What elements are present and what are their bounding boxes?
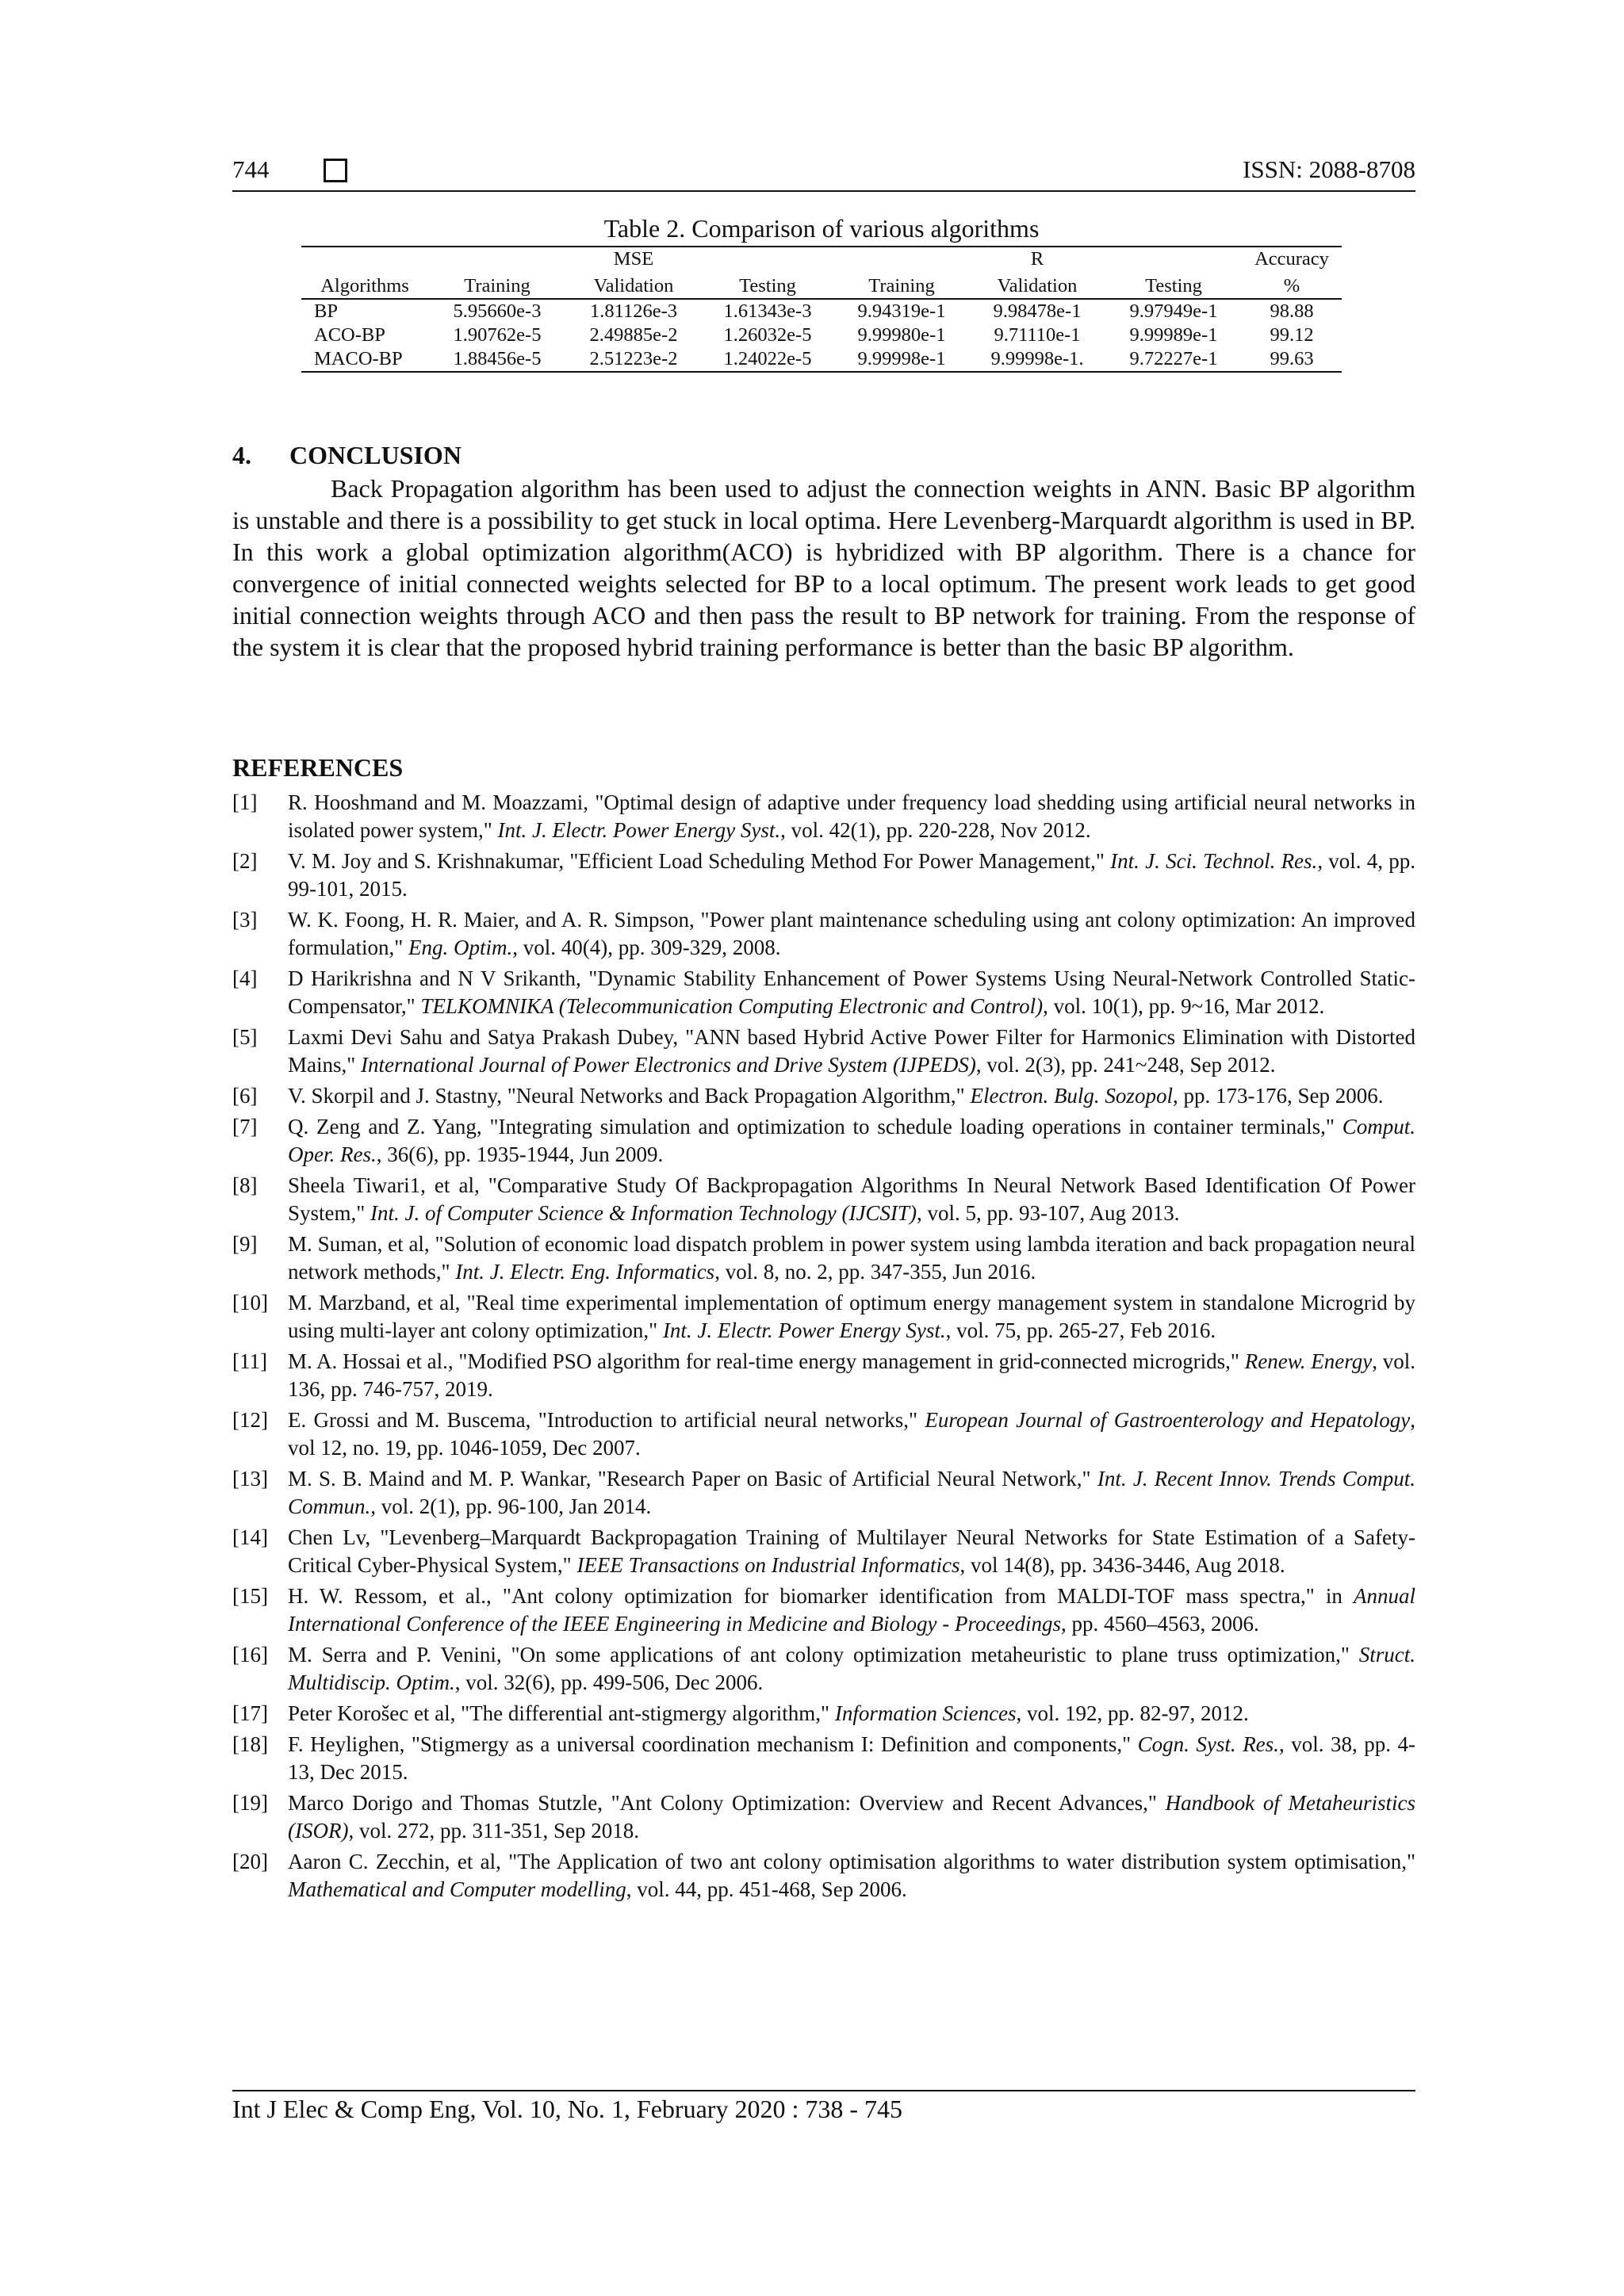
- reference-text: V. Skorpil and J. Stastny, "Neural Networks and Back Propagation Algorithm,": [288, 1084, 965, 1108]
- reference-text: W. K. Foong, H. R. Maier, and A. R. Simpson, "Power plant maintenance scheduling using ant colony optimization: An improved formulation,": [288, 908, 1415, 959]
- table-cell: MACO-BP: [301, 347, 428, 372]
- reference-details: , vol. 42(1), pp. 220-228, Nov 2012.: [780, 818, 1091, 842]
- reference-number: [20]: [232, 1850, 268, 1873]
- column-header: Validation: [566, 271, 701, 299]
- table-cell: 2.51223e-2: [566, 347, 701, 372]
- reference-text: M. Suman, et al, "Solution of economic load dispatch problem in power system using lambda iteration and back propagation neural network methods,": [288, 1232, 1415, 1284]
- reference-text: M. A. Hossai et al., "Modified PSO algorithm for real-time energy management in grid-connected microgrids,": [288, 1349, 1239, 1373]
- reference-item: [232, 1082, 1415, 1110]
- table-cell: 9.72227e-1: [1105, 347, 1242, 372]
- table-cell: 9.99998e-1: [834, 347, 969, 372]
- reference-details: , vol. 32(6), pp. 499-506, Dec 2006.: [454, 1670, 764, 1694]
- reference-item: [232, 848, 1415, 903]
- reference-text: E. Grossi and M. Buscema, "Introduction to artificial neural networks,": [288, 1408, 918, 1432]
- reference-journal: Electron. Bulg. Sozopol: [970, 1084, 1173, 1108]
- header-rule: [232, 190, 1415, 192]
- reference-details: , vol. 40(4), pp. 309-329, 2008.: [512, 936, 781, 959]
- table-cell: 1.88456e-5: [428, 347, 566, 372]
- reference-journal: Int. J. of Computer Science & Information Technology (IJCSIT): [370, 1201, 917, 1225]
- reference-journal: Int. J. Sci. Technol. Res.: [1110, 849, 1318, 873]
- reference-item: [232, 1113, 1415, 1169]
- square-bullet-icon: [324, 159, 347, 182]
- reference-item: [232, 1289, 1415, 1345]
- reference-item: [232, 1172, 1415, 1227]
- table-group-header-row: [301, 247, 1342, 271]
- reference-journal: IEEE Transactions on Industrial Informatics: [576, 1553, 960, 1577]
- conclusion-text: Back Propagation algorithm has been used to adjust the connection weights in ANN. Basic BP algorithm is unstable and there is a possibility to get stuck in local optima. Here Levenberg-Marquardt algorithm is used in BP. In this work a global optimization algorithm(ACO) is hybridized with BP algorithm. There is a chance for convergence of initial connected weights selected for BP to a local optimum. The present work leads to get good initial connection weights through ACO and then pass the result to BP network for training. From the response of the system it is clear that the proposed hybrid training performance is better than the basic BP algorithm.: [232, 474, 1415, 661]
- reference-details: , vol. 44, pp. 451-468, Sep 2006.: [626, 1877, 907, 1901]
- reference-number: [4]: [232, 966, 258, 990]
- table-cell: 9.71110e-1: [994, 324, 1081, 346]
- reference-details: , vol. 38, pp. 4-13, Dec 2015.: [288, 1732, 1415, 1784]
- reference-item: [232, 1406, 1415, 1462]
- reference-text: F. Heylighen, "Stigmergy as a universal coordination mechanism I: Definition and components,": [288, 1732, 1132, 1756]
- reference-journal: Renew. Energy: [1244, 1349, 1373, 1373]
- reference-text: Marco Dorigo and Thomas Stutzle, "Ant Colony Optimization: Overview and Recent Advances,": [288, 1791, 1157, 1815]
- reference-details: , vol 12, no. 19, pp. 1046-1059, Dec 2007.: [288, 1408, 1416, 1460]
- conclusion-paragraph: [232, 473, 1415, 663]
- reference-number: [8]: [232, 1173, 258, 1197]
- reference-number: [15]: [232, 1584, 268, 1608]
- reference-details: , pp. 173-176, Sep 2006.: [1172, 1084, 1384, 1108]
- reference-text: Laxmi Devi Sahu and Satya Prakash Dubey, "ANN based Hybrid Active Power Filter for Harmonics Elimination with Distorted Mains,": [288, 1025, 1415, 1077]
- reference-journal: Int. J. Electr. Power Energy Syst.: [662, 1318, 946, 1342]
- reference-journal: Cogn. Syst. Res.: [1137, 1732, 1279, 1756]
- reference-number: [6]: [232, 1084, 258, 1108]
- footer-rule: [232, 2090, 1415, 2091]
- r-group-header: R: [969, 247, 1105, 271]
- reference-text: H. W. Ressom, et al., "Ant colony optimization for biomarker identification from MALDI-TOF mass spectra," in: [288, 1584, 1342, 1608]
- table-cell: 9.99998e-1.: [969, 347, 1105, 372]
- reference-number: [12]: [232, 1408, 268, 1432]
- reference-text: D Harikrishna and N V Srikanth, "Dynamic Stability Enhancement of Power Systems Using Neural-Network Controlled Static-Compensator,": [288, 966, 1415, 1018]
- column-header: %: [1242, 271, 1342, 299]
- reference-journal: TELKOMNIKA (Telecommunication Computing Electronic and Control): [420, 994, 1044, 1018]
- page-header: [232, 152, 1415, 192]
- conclusion-heading: [232, 441, 462, 470]
- table-cell: 1.90762e-5: [453, 324, 542, 346]
- table-row: [301, 299, 1342, 323]
- reference-journal: Struct. Multidiscip. Optim.: [288, 1643, 1416, 1694]
- reference-text: Aaron C. Zecchin, et al, "The Application of two ant colony optimisation algorithms to water distribution system optimisation,": [288, 1850, 1415, 1873]
- reference-item: [232, 1848, 1415, 1904]
- reference-journal: Int. J. Electr. Power Energy Syst.: [497, 818, 781, 842]
- reference-item: [232, 1348, 1415, 1403]
- reference-journal: Comput. Oper. Res.: [288, 1115, 1415, 1166]
- reference-number: [2]: [232, 849, 258, 873]
- reference-details: , vol. 75, pp. 265-27, Feb 2016.: [945, 1318, 1216, 1342]
- table-cell: 99.63: [1242, 347, 1342, 372]
- reference-text: Sheela Tiwari1, et al, "Comparative Study Of Backpropagation Algorithms In Neural Network Based Identification Of Power System,": [288, 1173, 1415, 1225]
- column-header: Training: [834, 271, 969, 299]
- accuracy-group-header: Accuracy: [1242, 247, 1342, 271]
- reference-item: [232, 1731, 1415, 1786]
- reference-number: [9]: [232, 1232, 258, 1256]
- column-header: Algorithms: [301, 271, 428, 299]
- table-cell: 99.12: [1270, 324, 1314, 346]
- reference-details: , vol. 10(1), pp. 9~16, Mar 2012.: [1043, 994, 1325, 1018]
- table-cell: 1.26032e-5: [723, 324, 812, 346]
- column-header: Validation: [969, 271, 1105, 299]
- reference-journal: Int. J. Recent Innov. Trends Comput. Commun.: [288, 1467, 1415, 1518]
- table-cell: 9.99980e-1: [857, 324, 946, 346]
- reference-journal: Handbook of Metaheuristics (ISOR): [288, 1791, 1415, 1843]
- reference-number: [13]: [232, 1467, 268, 1490]
- reference-number: [14]: [232, 1525, 268, 1549]
- reference-details: , vol. 2(1), pp. 96-100, Jan 2014.: [370, 1494, 652, 1518]
- reference-item: [232, 1641, 1415, 1697]
- reference-details: , vol. 5, pp. 93-107, Aug 2013.: [916, 1201, 1180, 1225]
- column-header: Training: [428, 271, 566, 299]
- reference-journal: Eng. Optim.: [408, 936, 513, 959]
- reference-journal: Information Sciences: [834, 1701, 1017, 1725]
- reference-number: [16]: [232, 1643, 268, 1667]
- reference-number: [5]: [232, 1025, 258, 1049]
- table-cell: 1.61343e-3: [723, 300, 812, 322]
- table-cell: 9.94319e-1: [857, 300, 946, 322]
- table-cell: 98.88: [1270, 300, 1314, 322]
- reference-text: Q. Zeng and Z. Yang, "Integrating simulation and optimization to schedule loading operations in container terminals,": [288, 1115, 1335, 1138]
- reference-item: [232, 789, 1415, 844]
- page-footer: Int J Elec & Comp Eng, Vol. 10, No. 1, February 2020 : 738 - 745: [232, 2095, 902, 2123]
- table-cell: 9.99989e-1: [1129, 324, 1218, 346]
- table-cell: ACO-BP: [314, 324, 385, 346]
- table-cell: 9.97949e-1: [1129, 300, 1218, 322]
- reference-details: , vol. 272, pp. 311-351, Sep 2018.: [348, 1819, 639, 1843]
- reference-details: , vol. 4, pp. 99-101, 2015.: [288, 849, 1416, 901]
- reference-number: [1]: [232, 790, 258, 814]
- section-number: 4.: [232, 441, 251, 469]
- comparison-table: [301, 246, 1342, 373]
- reference-details: , vol. 192, pp. 82-97, 2012.: [1016, 1701, 1249, 1725]
- reference-details: , 36(6), pp. 1935-1944, Jun 2009.: [376, 1142, 664, 1166]
- reference-item: [232, 1024, 1415, 1079]
- reference-details: , vol. 2(3), pp. 241~248, Sep 2012.: [975, 1053, 1276, 1077]
- reference-number: [19]: [232, 1791, 268, 1815]
- reference-text: Chen Lv, "Levenberg–Marquardt Backpropagation Training of Multilayer Neural Networks for State Estimation of a Safety-Critical Cyber-Physical System,": [288, 1525, 1415, 1577]
- reference-item: [232, 1789, 1415, 1845]
- reference-text: M. S. B. Maind and M. P. Wankar, "Research Paper on Basic of Artificial Neural Network,": [288, 1467, 1091, 1490]
- reference-details: , vol 14(8), pp. 3436-3446, Aug 2018.: [959, 1553, 1285, 1577]
- reference-number: [18]: [232, 1732, 268, 1756]
- reference-text: V. M. Joy and S. Krishnakumar, "Efficient Load Scheduling Method For Power Management,": [288, 849, 1105, 873]
- references-heading: REFERENCES: [232, 753, 404, 782]
- table-row: [301, 347, 1342, 372]
- reference-item: [232, 1524, 1415, 1579]
- table-cell: 1.81126e-3: [590, 300, 677, 322]
- reference-journal: Annual International Conference of the IEEE Engineering in Medicine and Biology - Proceedings: [288, 1584, 1416, 1636]
- reference-text: Peter Korošec et al, "The differential ant-stigmergy algorithm,": [288, 1701, 830, 1725]
- table-cell: 1.24022e-5: [701, 347, 834, 372]
- mse-group-header: MSE: [566, 247, 701, 271]
- issn-label: ISSN: 2088-8708: [1243, 155, 1415, 183]
- column-header: Testing: [701, 271, 834, 299]
- table-cell: 5.95660e-3: [453, 300, 542, 322]
- column-header: Testing: [1105, 271, 1242, 299]
- reference-number: [7]: [232, 1115, 258, 1138]
- reference-journal: Mathematical and Computer modelling: [288, 1877, 626, 1901]
- reference-number: [10]: [232, 1291, 268, 1314]
- page-number: 744: [232, 155, 270, 183]
- reference-journal: International Journal of Power Electronics and Drive System (IJPEDS): [361, 1053, 976, 1077]
- reference-journal: European Journal of Gastroenterology and Hepatology: [925, 1408, 1411, 1432]
- table-row: [301, 323, 1342, 347]
- reference-text: M. Marzband, et al, "Real time experimental implementation of optimum energy management system in standalone Microgrid by using multi-layer ant colony optimization,": [288, 1291, 1415, 1342]
- reference-item: [232, 1582, 1415, 1638]
- reference-text: M. Serra and P. Venini, "On some applications of ant colony optimization metaheuristic to plane truss optimization,": [288, 1643, 1350, 1667]
- table-caption: Table 2. Comparison of various algorithms: [603, 214, 1040, 243]
- reference-details: , vol. 136, pp. 746-757, 2019.: [288, 1349, 1415, 1401]
- table-column-header-row: [301, 271, 1342, 299]
- reference-journal: Int. J. Electr. Eng. Informatics: [455, 1260, 715, 1284]
- reference-details: , pp. 4560–4563, 2006.: [1061, 1612, 1259, 1636]
- reference-number: [11]: [232, 1349, 267, 1373]
- reference-number: [17]: [232, 1701, 268, 1725]
- reference-item: [232, 965, 1415, 1020]
- reference-item: [232, 1700, 1415, 1728]
- reference-item: [232, 906, 1415, 962]
- references-list: [232, 789, 1415, 1907]
- reference-text: R. Hooshmand and M. Moazzami, "Optimal design of adaptive under frequency load shedding using artificial neural networks in isolated power system,": [288, 790, 1415, 842]
- table-cell: 2.49885e-2: [589, 324, 678, 346]
- reference-item: [232, 1230, 1415, 1286]
- section-title: CONCLUSION: [289, 441, 462, 469]
- table-cell: 9.98478e-1: [993, 300, 1082, 322]
- reference-number: [3]: [232, 908, 258, 932]
- reference-item: [232, 1465, 1415, 1521]
- table-cell: BP: [314, 300, 338, 322]
- reference-details: , vol. 8, no. 2, pp. 347-355, Jun 2016.: [714, 1260, 1036, 1284]
